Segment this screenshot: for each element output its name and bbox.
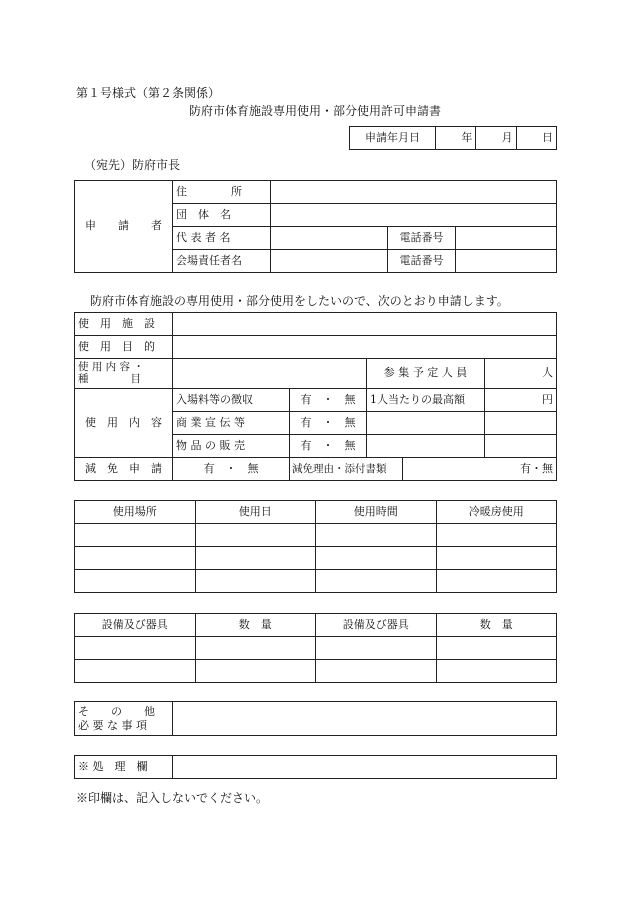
- table-row: [75, 524, 557, 547]
- schedule-cell[interactable]: [75, 570, 196, 593]
- group-name-label: 団 体 名: [173, 204, 271, 227]
- table-row: [75, 660, 557, 683]
- reduction-label: 減 免 申 請: [75, 458, 173, 481]
- schedule-header-date: 使用日: [195, 501, 316, 524]
- day-field[interactable]: [516, 127, 556, 150]
- equipment-cell[interactable]: [195, 660, 316, 683]
- other-matters-table: [74, 701, 557, 736]
- footnote: ※印欄は、記入しないでください。: [76, 791, 269, 805]
- application-date-table: [349, 126, 557, 150]
- equipment-header-2: 設備及び器具: [316, 614, 437, 637]
- processing-table: [74, 755, 557, 779]
- other-matters-label: [75, 702, 173, 736]
- address-label: 住 所: [173, 181, 271, 204]
- schedule-header-aircon: 冷暖房使用: [436, 501, 557, 524]
- venue-manager-phone-label: 電話番号: [388, 250, 456, 273]
- advertising-yes-no[interactable]: 有 ・ 無: [290, 412, 367, 435]
- sales-yes-no[interactable]: 有 ・ 無: [290, 435, 367, 458]
- purpose-label: 使 用 目 的: [75, 336, 173, 359]
- schedule-cell[interactable]: [195, 524, 316, 547]
- other-matters-field[interactable]: [173, 702, 557, 736]
- content-type-label-line1: 使 用 内 容 ・: [78, 361, 144, 374]
- venue-manager-label: 会場責任者名: [173, 250, 271, 273]
- facility-label: 使 用 施 設: [75, 313, 173, 336]
- content-type-label: [75, 359, 173, 389]
- admission-fee-yes-no[interactable]: 有 ・ 無: [290, 389, 367, 412]
- schedule-cell[interactable]: [75, 524, 196, 547]
- content-label: 使 用 内 容: [75, 389, 173, 458]
- schedule-header-place: 使用場所: [75, 501, 196, 524]
- quantity-header-1: 数 量: [195, 614, 316, 637]
- schedule-cell[interactable]: [316, 547, 437, 570]
- equipment-cell[interactable]: [75, 660, 196, 683]
- other-matters-label-line2: 必 要 な 事 項: [78, 718, 147, 732]
- reduction-yes-no[interactable]: 有 ・ 無: [173, 458, 290, 481]
- processing-label: ※ 処 理 欄: [75, 756, 173, 779]
- statement: 防府市体育施設の専用使用・部分使用をしたいので、次のとおり申請します。: [90, 294, 509, 308]
- addressee: （宛先）防府市長: [84, 158, 181, 172]
- address-field[interactable]: [271, 181, 557, 204]
- year-field[interactable]: [436, 127, 476, 150]
- reduction-reason-label: 減免理由・添付書類: [290, 458, 403, 480]
- schedule-header-time: 使用時間: [316, 501, 437, 524]
- month-field[interactable]: [476, 127, 516, 150]
- group-name-field[interactable]: [271, 204, 557, 227]
- equipment-cell[interactable]: [316, 660, 437, 683]
- table-row: [75, 637, 557, 660]
- date-label: 申請年月日: [350, 127, 436, 150]
- expected-participants-label: 参 集 予 定 人 員: [367, 359, 485, 389]
- table-row: [75, 547, 557, 570]
- expected-participants-field[interactable]: [485, 359, 557, 389]
- reduction-reason-cell: [290, 458, 557, 481]
- equipment-cell[interactable]: [75, 637, 196, 660]
- schedule-cell[interactable]: [436, 547, 557, 570]
- schedule-cell[interactable]: [316, 570, 437, 593]
- advertising-extra-field-2[interactable]: [485, 412, 557, 435]
- yen-unit: 円: [542, 392, 553, 406]
- sales-extra-field[interactable]: [367, 435, 485, 458]
- processing-field: [173, 756, 557, 779]
- schedule-cell[interactable]: [436, 524, 557, 547]
- advertising-label: 商 業 宣 伝 等: [173, 412, 290, 435]
- year-label: 年: [461, 130, 473, 144]
- representative-phone-label: 電話番号: [388, 227, 456, 250]
- applicant-table: [74, 180, 557, 273]
- usage-table: [74, 312, 557, 481]
- content-type-field[interactable]: [173, 359, 367, 389]
- advertising-extra-field[interactable]: [367, 412, 485, 435]
- people-unit: 人: [542, 366, 553, 380]
- representative-phone-field[interactable]: [456, 227, 557, 250]
- max-per-person-field[interactable]: [485, 389, 557, 412]
- max-per-person-label: 1人当たりの最高額: [367, 389, 485, 412]
- equipment-header-1: 設備及び器具: [75, 614, 196, 637]
- month-label: 月: [501, 130, 513, 144]
- facility-field[interactable]: [173, 313, 557, 336]
- applicant-section-label: 申 請 者: [75, 181, 173, 273]
- equipment-table: [74, 613, 557, 683]
- schedule-table: [74, 500, 557, 593]
- equipment-cell[interactable]: [436, 637, 557, 660]
- admission-fee-label: 入場料等の徴収: [173, 389, 290, 412]
- content-type-label-line2: 種 目: [78, 372, 141, 385]
- attachment-yes-no[interactable]: 有・無: [520, 461, 553, 475]
- schedule-cell[interactable]: [316, 524, 437, 547]
- representative-label: 代 表 者 名: [173, 227, 271, 250]
- purpose-field[interactable]: [173, 336, 557, 359]
- schedule-cell[interactable]: [436, 570, 557, 593]
- schedule-cell[interactable]: [195, 547, 316, 570]
- sales-label: 物 品 の 販 売: [173, 435, 290, 458]
- equipment-cell[interactable]: [436, 660, 557, 683]
- day-label: 日: [542, 130, 553, 144]
- table-row: [75, 570, 557, 593]
- venue-manager-phone-field[interactable]: [456, 250, 557, 273]
- form-title: 防府市体育施設専用使用・部分使用許可申請書: [188, 104, 441, 118]
- other-matters-label-line1: そ の 他: [78, 704, 155, 718]
- schedule-cell[interactable]: [75, 547, 196, 570]
- venue-manager-field[interactable]: [271, 250, 388, 273]
- quantity-header-2: 数 量: [436, 614, 557, 637]
- sales-extra-field-2[interactable]: [485, 435, 557, 458]
- schedule-cell[interactable]: [195, 570, 316, 593]
- representative-field[interactable]: [271, 227, 388, 250]
- equipment-cell[interactable]: [195, 637, 316, 660]
- form-number: 第１号様式（第２条関係）: [76, 86, 221, 100]
- equipment-cell[interactable]: [316, 637, 437, 660]
